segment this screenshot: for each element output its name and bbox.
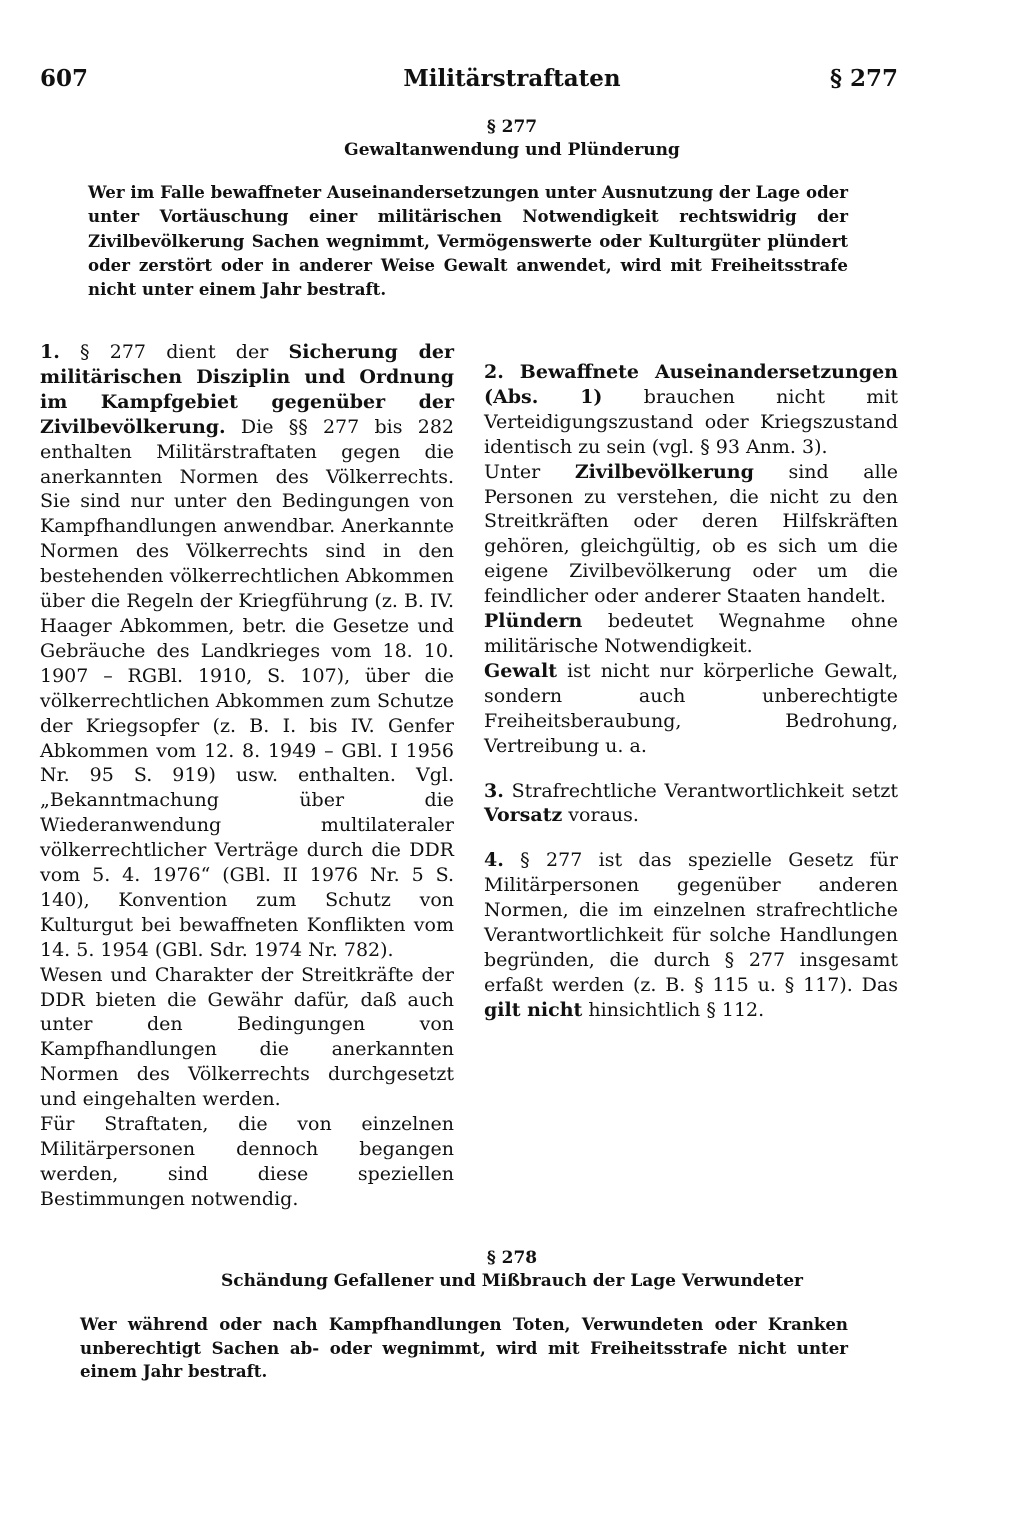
section-277-title: Gewaltanwendung und Plünderung [344, 140, 680, 160]
note-2-term-pluendern: Plündern [484, 610, 583, 633]
note-2-zivilbevoelkerung [484, 460, 898, 609]
running-title: Militärstraftaten [403, 65, 621, 92]
note-3-number: 3. [484, 779, 504, 802]
section-278-title: Schändung Gefallener und Mißbrauch der Lage Verwundeter [220, 1271, 804, 1291]
note-1-paragraph-2: Wesen und Charakter der Streitkräfte der DDR bieten die Gewähr dafür, daß auch unter den Bedingungen von Kampfhandlungen die anerkannten Normen des Völkerrechts durchgesetzt und eingehalten werden. [40, 963, 454, 1111]
note-3-text-a: Strafrechtliche Verantwortlichkeit setzt [503, 779, 898, 802]
note-4 [484, 848, 898, 1022]
note-2-term-zivil: Zivilbevölkerung [574, 460, 754, 483]
note-2-text-d: bedeutet Wegnahme ohne militärische Notwendigkeit. [484, 610, 898, 657]
note-3 [484, 779, 898, 829]
note-1-text-a: § 277 dient der [59, 341, 289, 363]
note-2-number: 2. [484, 361, 504, 383]
note-1 [40, 340, 454, 963]
note-2 [484, 360, 898, 460]
note-1-text-b: Die §§ 277 bis 282 enthalten Militärstraftaten gegen die anerkannten Normen des Völkerrechts. Sie sind nur unter den Bedingungen von Kampfhandlungen anwendbar. Anerkannte Normen des Völkerrechts sind in den bestehenden völkerrechtlichen Abkommen über die Regeln der Kriegführung (z. B. IV. Haager Abkommen, betr. die Gesetze und Gebräuche des Landkrieges vom 18. 10. 1907 – RGBl. 1910, S. 107), über die völkerrechtlichen Abkommen zum Schutze der Kriegsopfer (z. B. I. bis IV. Genfer Abkommen vom 12. 8. 1949 – GBl. I 1956 Nr. 95 S. 919) usw. enthalten. Vgl. „Bekanntmachung über die Wiederanwendung multilateraler völkerrechtlicher Verträge durch die DDR vom 5. 4. 1976“ (GBl. II 1976 Nr. 5 S. 140), Konvention zum Schutz von Kulturgut bei bewaffneten Konflikten vom 14. 5. 1954 (GBl. Sdr. 1974 Nr. 782). [40, 415, 454, 961]
note-2-text-a: brauchen nicht mit Verteidigungszustand oder Kriegszustand identisch zu sein (vgl. § 93 Anm. 3). [484, 385, 898, 458]
section-278-number: § 278 [486, 1248, 538, 1268]
section-277-statute: Wer im Falle bewaffneter Auseinandersetzungen unter Ausnutzung der Lage oder unter Vortäuschung einer militärischen Notwendigkeit rechtswidrig der Zivilbevölkerung Sachen wegnimmt, Vermögenswerte oder Kulturgüter plündert oder zerstört oder in anderer Weise Gewalt anwendet, wird mit Freiheitsstrafe nicht unter einem Jahr bestraft. [88, 182, 848, 300]
note-1-emphasis: Sicherung der militärischen Disziplin und Ordnung im Kampfgebiet gegenüber der Zivilbevölkerung. [40, 341, 454, 438]
section-277-number: § 277 [486, 117, 538, 137]
note-1-number: 1. [40, 341, 60, 363]
note-2-emphasis: Bewaffnete Auseinandersetzungen (Abs. 1) [484, 361, 898, 408]
note-3-text-b: voraus. [562, 804, 639, 827]
note-4-emphasis: gilt nicht [484, 998, 583, 1021]
note-3-emphasis: Vorsatz [484, 804, 563, 827]
page-number: 607 [40, 65, 89, 92]
note-2-text-c: sind alle Personen zu verstehen, die nicht zu den Streitkräften oder deren Hilfskräften gehören, gleichgültig, ob es sich um die eigene Zivilbevölkerung oder um die feindlicher oder anderer Staaten handelt. [484, 460, 898, 608]
note-2-pluendern [484, 609, 898, 659]
note-4-text-a: § 277 ist das spezielle Gesetz für Militärpersonen gegenüber anderen Normen, die im einzelnen strafrechtliche Verantwortlichkeit für solche Handlungen begründen, die durch § 277 insgesamt erfaßt werden (z. B. § 115 u. § 117). Das [484, 849, 898, 996]
commentary-left-column [40, 340, 454, 1212]
commentary-right-column [484, 340, 898, 1023]
note-1-paragraph-3: Für Straftaten, die von einzelnen Militärpersonen dennoch begangen werden, sind diese speziellen Bestimmungen notwendig. [40, 1113, 454, 1210]
note-2-text-b: Unter [484, 460, 575, 483]
note-2-term-gewalt: Gewalt [484, 659, 557, 682]
note-2-text-e: ist nicht nur körperliche Gewalt, sondern auch unberechtigte Freiheitsberaubung, Bedrohung, Vertreibung u. a. [484, 659, 898, 757]
section-278-statute: Wer während oder nach Kampfhandlungen Toten, Verwundeten oder Kranken unberechtigt Sachen ab- oder wegnimmt, wird mit Freiheitsstrafe nicht unter einem Jahr bestraft. [80, 1314, 848, 1381]
note-4-text-b: hinsichtlich § 112. [582, 998, 765, 1021]
note-2-gewalt [484, 659, 898, 759]
note-4-number: 4. [484, 849, 504, 872]
header-section-ref: § 277 [829, 65, 898, 92]
